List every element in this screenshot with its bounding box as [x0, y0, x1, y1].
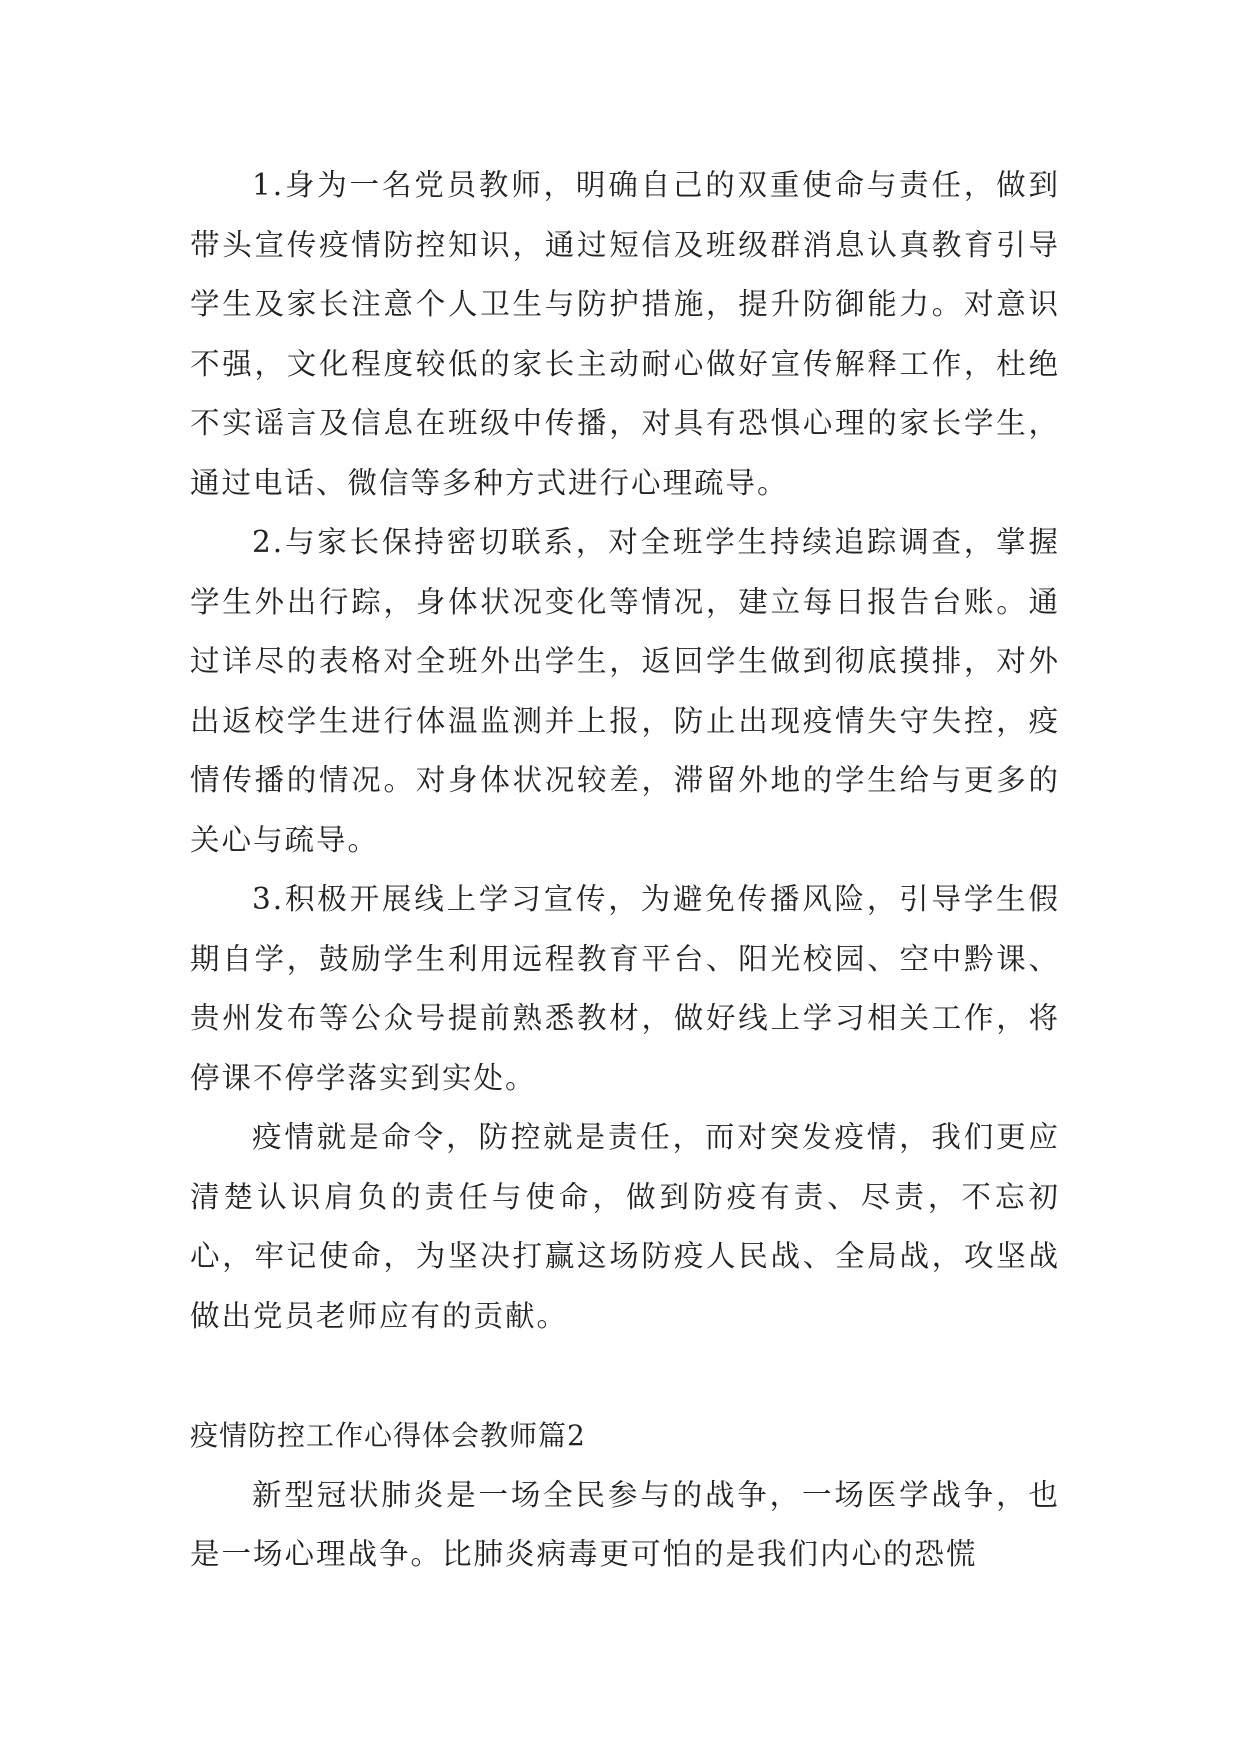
paragraph-conclusion: 疫情就是命令，防控就是责任，而对突发疫情，我们更应清楚认识肩负的责任与使命，做到防疫有责、尽责，不忘初心，牢记使命，为坚决打赢这场防疫人民战、全局战，攻坚战做出党员老师应有的贡献。 [190, 1120, 1060, 1333]
section-heading: 疫情防控工作心得体会教师篇2 [190, 1419, 586, 1452]
paragraph-item-3: 3.积极开展线上学习宣传，为避免传播风险，引导学生假期自学，鼓励学生利用远程教育平台、阳光校园、空中黔课、贵州发布等公众号提前熟悉教材，做好线上学习相关工作，将停课不停学落实到实处。 [190, 882, 1060, 1095]
paragraph-intro: 新型冠状肺炎是一场全民参与的战争，一场医学战争，也是一场心理战争。比肺炎病毒更可怕的是我们内心的恐慌 [190, 1477, 1060, 1571]
paragraph-item-1: 1.身为一名党员教师，明确自己的双重使命与责任，做到带头宣传疫情防控知识，通过短信及班级群消息认真教育引导学生及家长注意个人卫生与防护措施，提升防御能力。对意识不强，文化程度较低的家长主动耐心做好宣传解释工作，杜绝不实谣言及信息在班级中传播，对具有恐惧心理的家长学生，通过电话、微信等多种方式进行心理疏导。 [190, 168, 1060, 500]
paragraph-item-2: 2.与家长保持密切联系，对全班学生持续追踪调查，掌握学生外出行踪，身体状况变化等情况，建立每日报告台账。通过详尽的表格对全班外出学生，返回学生做到彻底摸排，对外出返校学生进行体温监测并上报，防止出现疫情失守失控，疫情传播的情况。对身体状况较差，滞留外地的学生给与更多的关心与疏导。 [190, 525, 1060, 857]
document-body [190, 156, 1060, 1585]
